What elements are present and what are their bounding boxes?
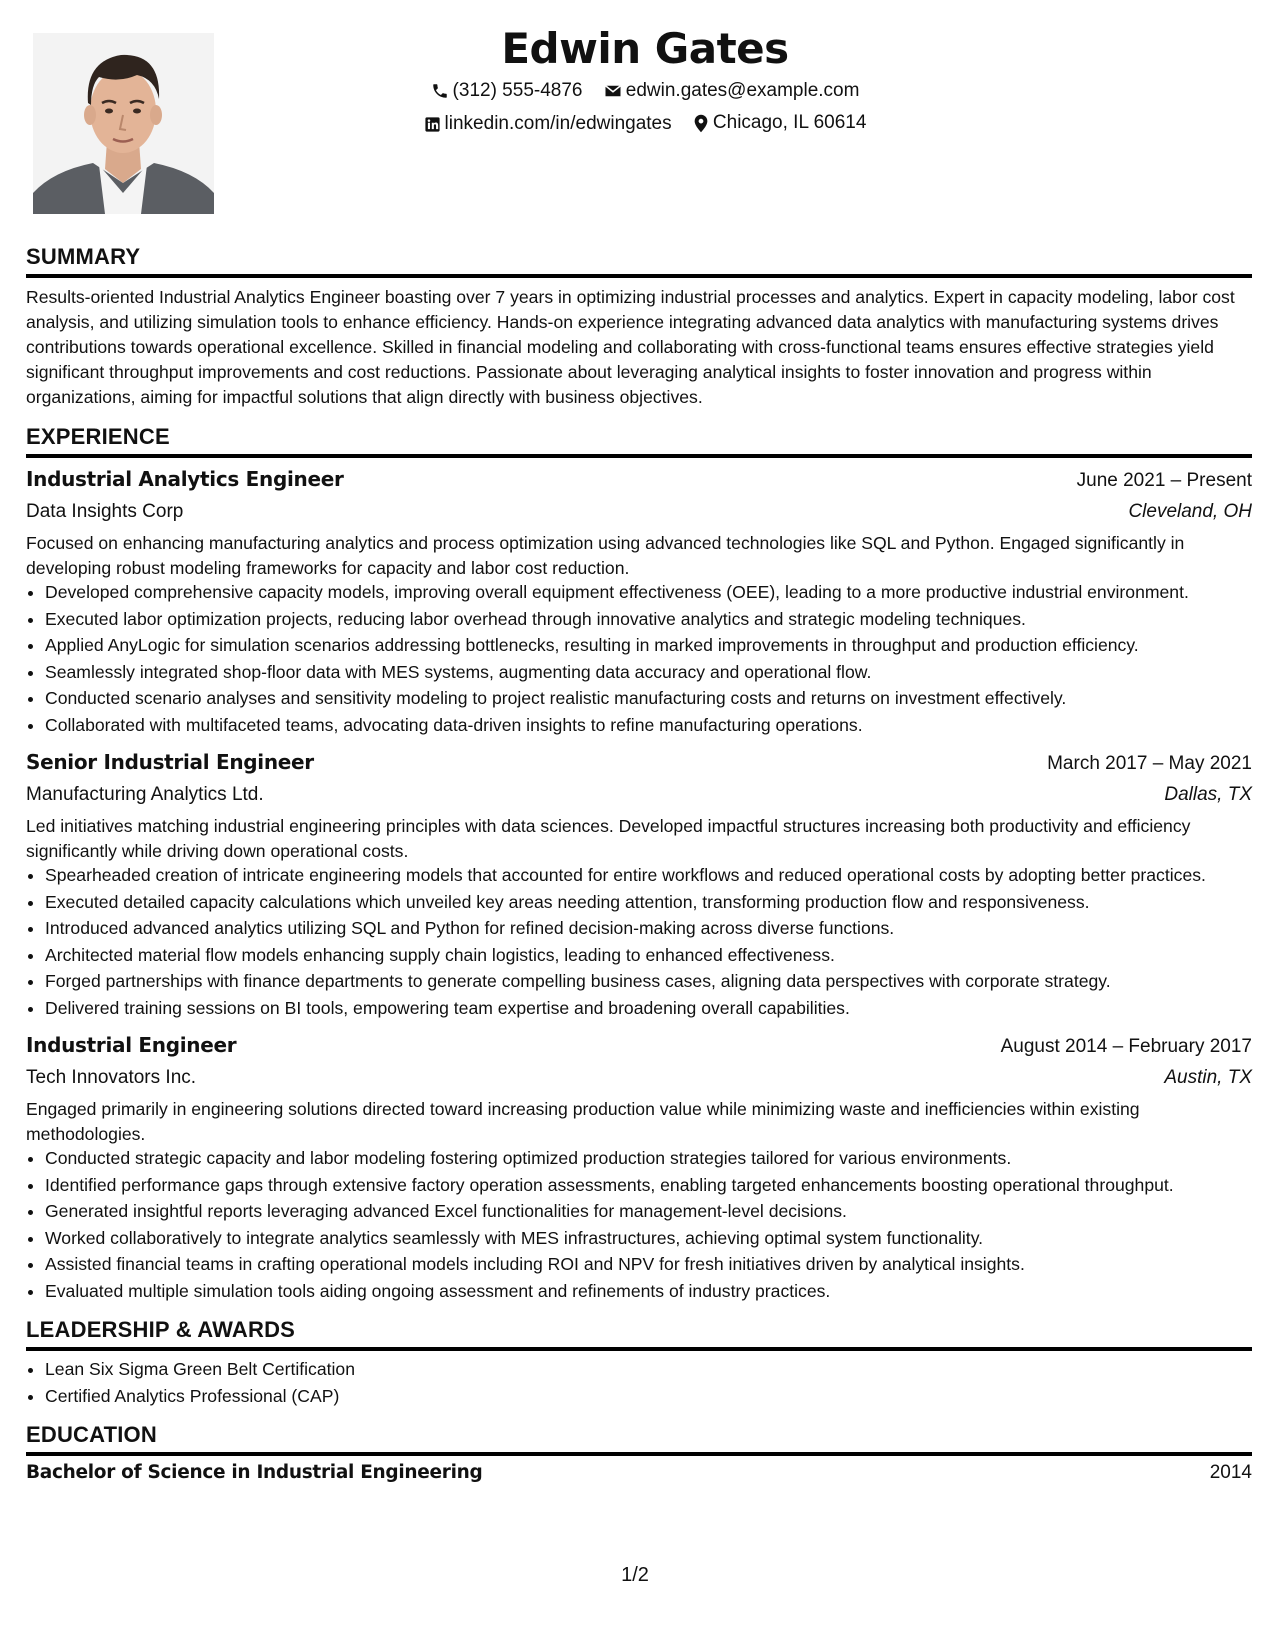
- bullet-item: • Executed labor optimization projects, reducing labor overhead through innovative analytics and strategic modeling techniques.: [45, 607, 1252, 632]
- job-company: Tech Innovators Inc.: [26, 1067, 197, 1088]
- bullet-item: • Spearheaded creation of intricate engineering models that accounted for entire workflows and reduced operational costs by adopting better practices.: [45, 863, 1252, 888]
- leadership-heading: LEADERSHIP & AWARDS: [26, 1317, 1252, 1351]
- job-subheader: [26, 496, 1252, 527]
- bullet-item: • Architected material flow models enhancing supply chain logistics, leading to enhanced effectiveness.: [45, 943, 1252, 968]
- linkedin-icon: [424, 116, 441, 133]
- job-header: [26, 747, 1252, 779]
- job-description: Focused on enhancing manufacturing analytics and process optimization using advanced technologies like SQL and Python. Engaged significantly in developing robust modeling frameworks for capacity and labor cost reduction.: [26, 533, 1185, 578]
- job-location: Cleveland, OH: [1128, 501, 1252, 522]
- experience-heading: EXPERIENCE: [26, 424, 1252, 458]
- bullet-item: • Introduced advanced analytics utilizing SQL and Python for refined decision-making across diverse functions.: [45, 916, 1252, 941]
- contact-phone[interactable]: [431, 80, 583, 102]
- job-subheader: [26, 1062, 1252, 1093]
- candidate-name: Edwin Gates: [501, 24, 789, 73]
- job-location: Austin, TX: [1164, 1067, 1252, 1088]
- linkedin-text: linkedin.com/in/edwingates: [444, 113, 672, 134]
- education-heading: EDUCATION: [26, 1422, 1252, 1456]
- location-text: Chicago, IL 60614: [712, 112, 867, 133]
- award-item: • Certified Analytics Professional (CAP): [45, 1384, 1252, 1409]
- page-number: 1/2: [621, 1564, 649, 1586]
- job-entry: [26, 464, 1252, 737]
- contact-row-primary: [0, 80, 1275, 106]
- bullet-item: • Conducted scenario analyses and sensitivity modeling to project realistic manufacturing costs and returns on investment effectively.: [45, 686, 1252, 711]
- envelope-icon: [604, 82, 622, 100]
- bullet-item: • Collaborated with multifaceted teams, advocating data-driven insights to refine manufacturing operations.: [45, 713, 1252, 738]
- map-pin-icon: [693, 114, 709, 133]
- job-company: Data Insights Corp: [26, 501, 184, 522]
- job-header: [26, 1030, 1252, 1062]
- bullet-item: • Generated insightful reports leveraging advanced Excel functionalities for management-level decisions.: [45, 1199, 1252, 1224]
- phone-text: (312) 555-4876: [452, 80, 583, 101]
- section-spacer: [26, 1410, 1252, 1422]
- award-item: • Lean Six Sigma Green Belt Certification: [45, 1357, 1252, 1382]
- section-spacer: [26, 1305, 1252, 1317]
- bullet-item: • Conducted strategic capacity and labor modeling fostering optimized production strategies tailored for various environments.: [45, 1146, 1252, 1171]
- job-header: [26, 464, 1252, 496]
- education-degree: Bachelor of Science in Industrial Engineering: [26, 1462, 483, 1483]
- job-entry: [26, 1030, 1252, 1303]
- phone-icon: [431, 82, 449, 100]
- bullet-item: • Assisted financial teams in crafting operational models including ROI and NPV for fresh initiatives driven by analytical insights.: [45, 1252, 1252, 1277]
- job-bullets: [26, 1146, 1252, 1303]
- bullet-item: • Worked collaboratively to integrate analytics seamlessly with MES infrastructures, achieving optimal system functionality.: [45, 1226, 1252, 1251]
- email-text: edwin.gates@example.com: [625, 80, 860, 101]
- job-bullets: [26, 580, 1252, 737]
- job-entry: [26, 747, 1252, 1020]
- job-subheader: [26, 779, 1252, 810]
- education-year: 2014: [1209, 1462, 1252, 1483]
- job-title: Industrial Analytics Engineer: [26, 467, 344, 491]
- job-description: Engaged primarily in engineering solutions directed toward increasing production value while minimizing waste and inefficiencies within existing methodologies.: [26, 1099, 1140, 1144]
- bullet-item: • Delivered training sessions on BI tools, empowering team expertise and broadening overall capabilities.: [45, 996, 1252, 1021]
- job-dates: August 2014 – February 2017: [1000, 1036, 1252, 1057]
- bullet-item: • Seamlessly integrated shop-floor data with MES systems, augmenting data accuracy and operational flow.: [45, 660, 1252, 685]
- job-location: Dallas, TX: [1164, 784, 1252, 805]
- summary-text: Results-oriented Industrial Analytics Engineer boasting over 7 years in optimizing industrial processes and analytics. Expert in capacity modeling, labor cost analysis, and utilizing simulation tools to enhance efficiency. Hands-on experience integrating advanced data analytics with manufacturing systems drives contributions towards operational excellence. Skilled in financial modeling and collaborating with cross-functional teams ensures effective strategies yield significant throughput improvements and cost reductions. Passionate about leveraging analytical insights to foster innovation and progress within organizations, aiming for impactful solutions that align directly with business objectives.: [26, 287, 1235, 407]
- job-title: Senior Industrial Engineer: [26, 750, 314, 774]
- bullet-item: • Executed detailed capacity calculations which unveiled key areas needing attention, transforming production flow and responsiveness.: [45, 890, 1252, 915]
- contact-email[interactable]: [604, 80, 860, 102]
- bullet-item: • Developed comprehensive capacity models, improving overall equipment effectiveness (OEE), leading to a more productive industrial environment.: [45, 580, 1252, 605]
- bullet-item: • Forged partnerships with finance departments to generate compelling business cases, aligning data perspectives with corporate strategy.: [45, 969, 1252, 994]
- bullet-item: • Evaluated multiple simulation tools aiding ongoing assessment and refinements of industry practices.: [45, 1279, 1252, 1304]
- summary-heading: SUMMARY: [26, 244, 1252, 278]
- leadership-list: [26, 1357, 1252, 1408]
- job-dates: March 2017 – May 2021: [1047, 753, 1252, 774]
- job-description: Led initiatives matching industrial engineering principles with data sciences. Developed impactful structures increasing both productivity and efficiency significantly while driving down operational costs.: [26, 816, 1191, 861]
- job-dates: June 2021 – Present: [1076, 470, 1252, 491]
- bullet-item: • Applied AnyLogic for simulation scenarios addressing bottlenecks, resulting in marked improvements in throughput and production efficiency.: [45, 633, 1252, 658]
- job-bullets: [26, 863, 1252, 1020]
- resume-content: [26, 244, 1252, 1484]
- job-company: Manufacturing Analytics Ltd.: [26, 784, 264, 805]
- contact-linkedin[interactable]: [424, 113, 672, 135]
- bullet-item: • Identified performance gaps through extensive factory operation assessments, enabling targeted enhancements boosting operational throughput.: [45, 1173, 1252, 1198]
- contact-location: [693, 112, 867, 134]
- contact-row-secondary: [0, 112, 1275, 139]
- job-title: Industrial Engineer: [26, 1033, 237, 1057]
- education-entry: [26, 1462, 1252, 1484]
